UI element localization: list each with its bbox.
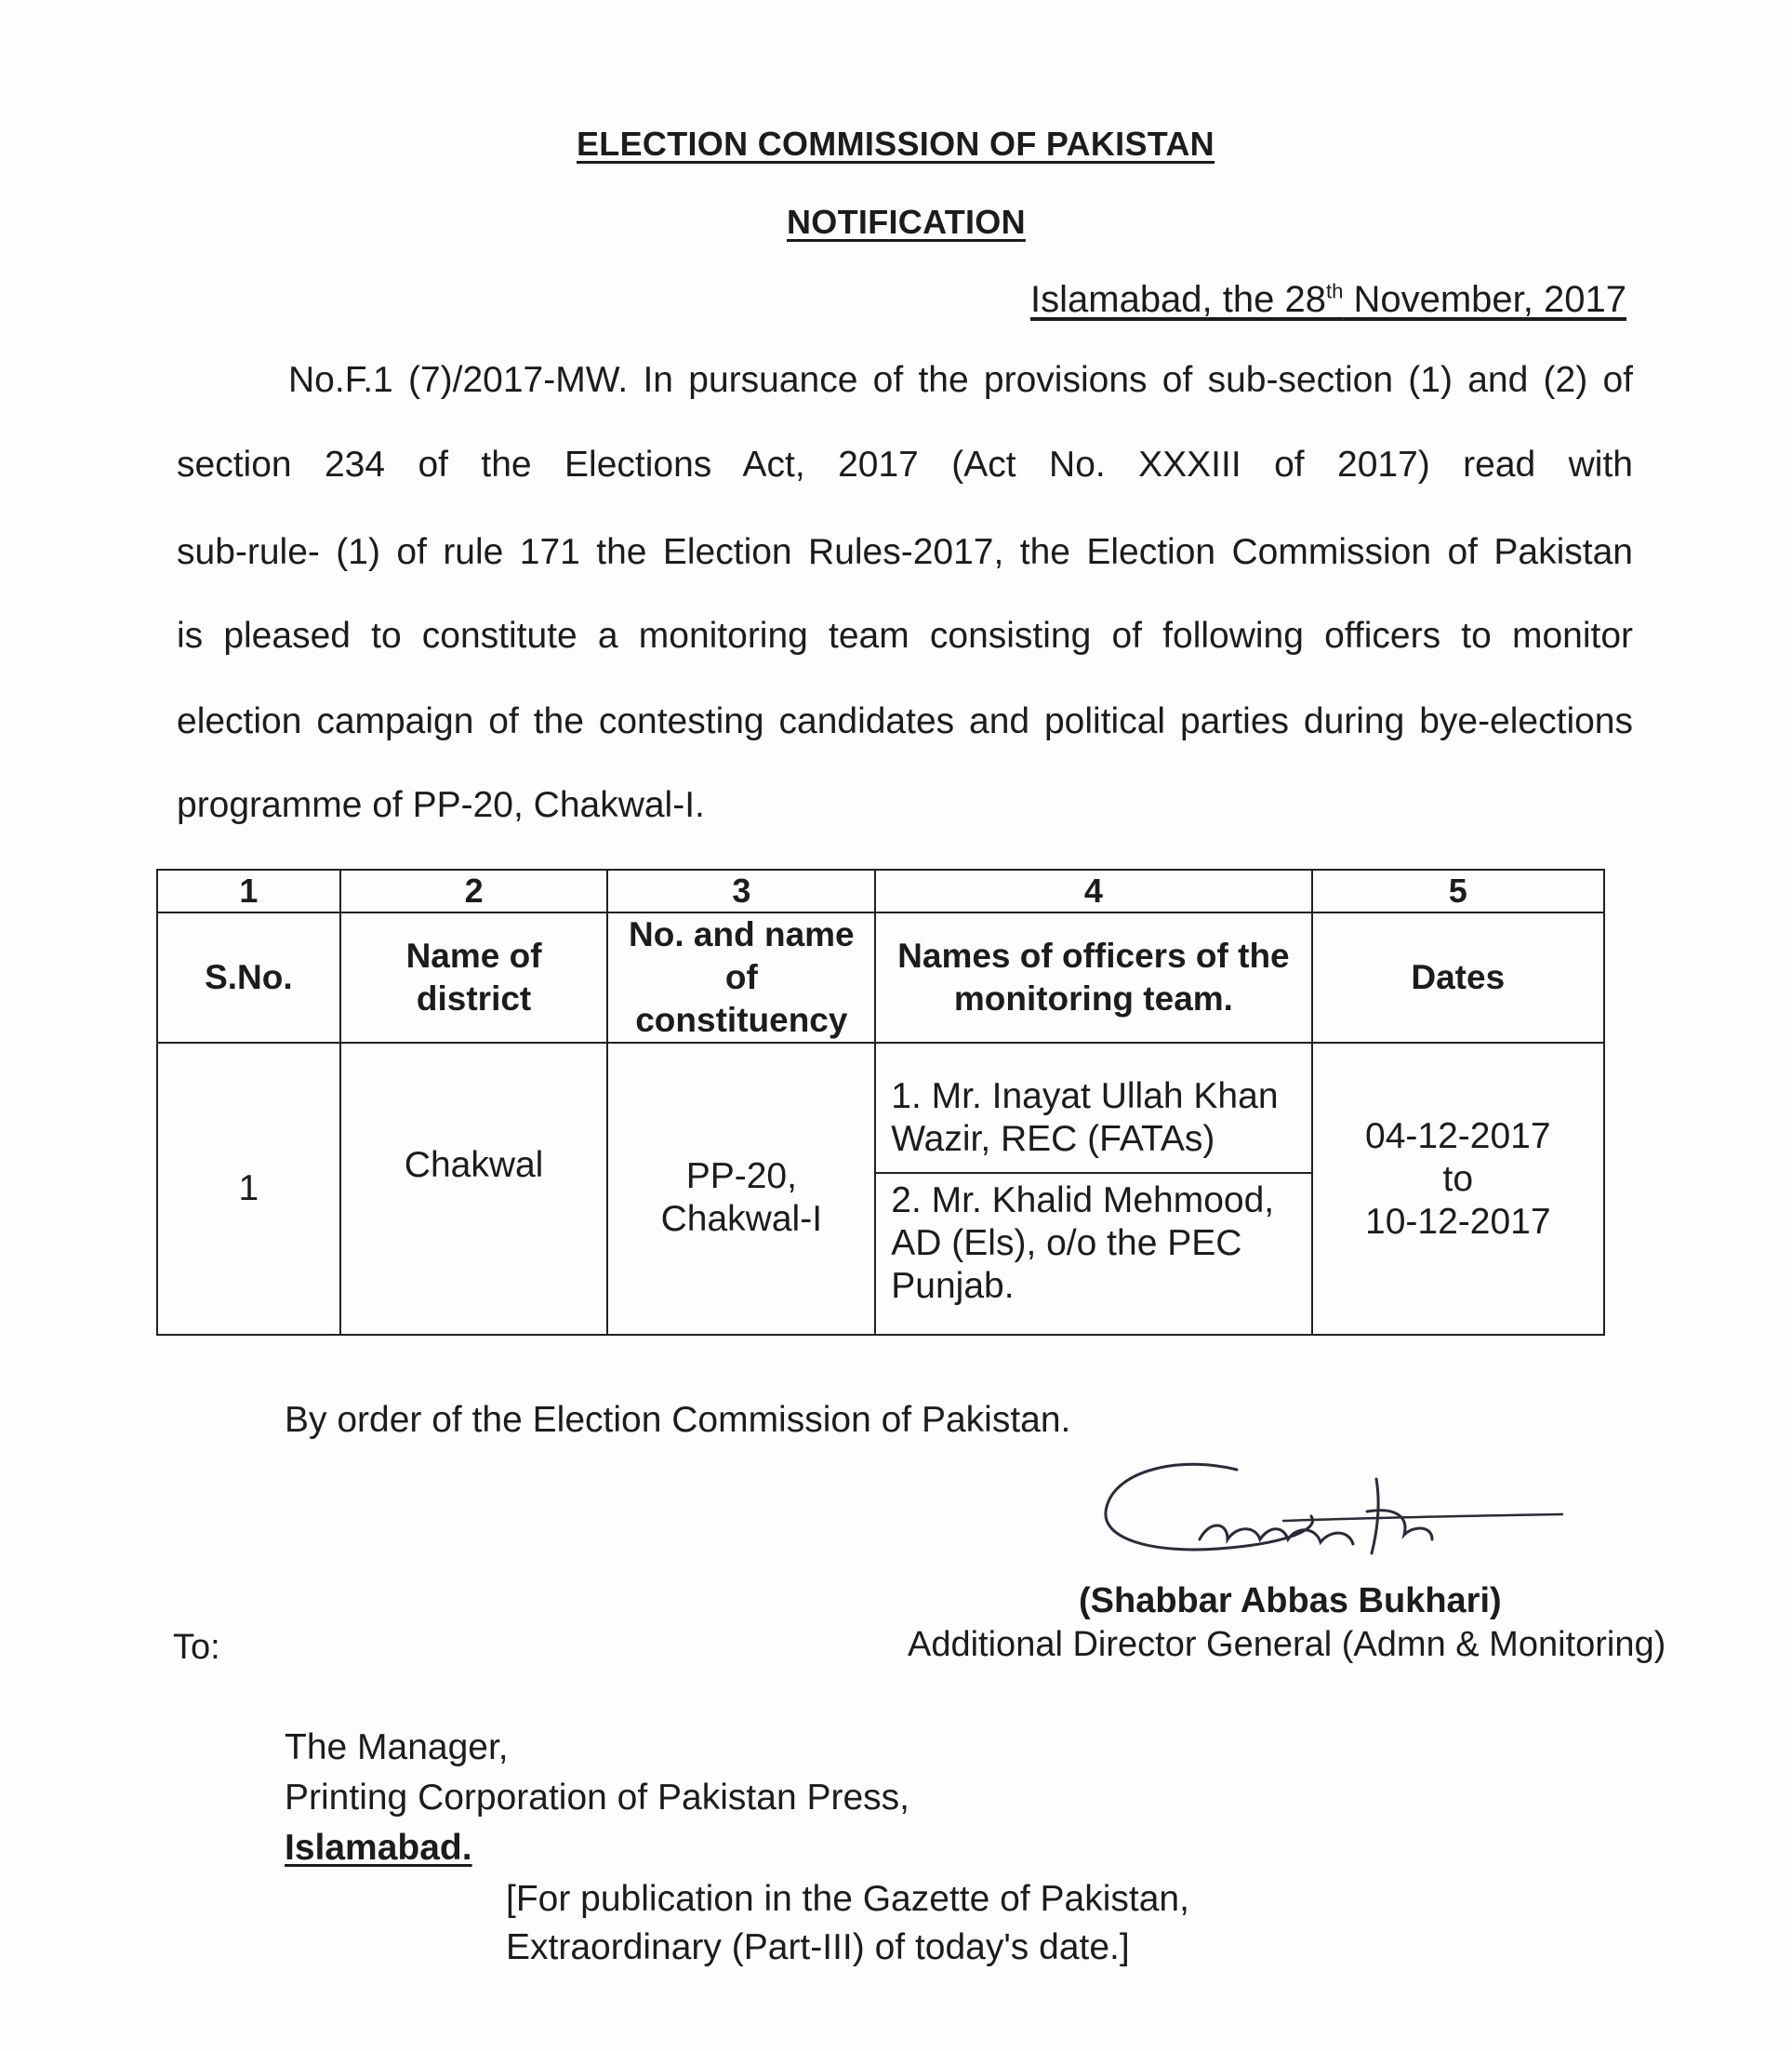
date-from: 04-12-2017: [1365, 1116, 1551, 1156]
document-title: ELECTION COMMISSION OF PAKISTAN: [577, 125, 1215, 163]
handwritten-signature: [1097, 1451, 1581, 1600]
monitoring-team-table: [156, 869, 1605, 1336]
recipient-address-line: Printing Corporation of Pakistan Press,: [285, 1778, 909, 1818]
body-line: section 234 of the Elections Act, 2017 (Act No. XXXIII of 2017) read with: [177, 445, 1633, 485]
dateline-ordinal: th: [1326, 279, 1344, 303]
column-number: 4: [875, 870, 1311, 912]
cell-constituency: [607, 1043, 875, 1335]
date-to: 10-12-2017: [1365, 1202, 1551, 1242]
column-number: 2: [340, 870, 608, 912]
date-to-word: to: [1442, 1159, 1474, 1199]
table-row: [157, 1043, 1604, 1335]
signatory-name: (Shabbar Abbas Bukhari): [1079, 1581, 1502, 1620]
header-district: Name of district: [340, 912, 608, 1043]
body-line: programme of PP-20, Chakwal-I.: [177, 785, 705, 825]
table-header-row: [157, 912, 1604, 1043]
header-officers: Names of officers of the monitoring team.: [875, 912, 1311, 1043]
header-constituency: No. and name of constituency: [607, 912, 875, 1043]
cell-officers: [875, 1043, 1311, 1335]
recipient-address-line: The Manager,: [285, 1727, 509, 1767]
officer-entry: 2. Mr. Khalid Mehmood, AD (Els), o/o the PEC Punjab.: [891, 1180, 1275, 1306]
body-line: is pleased to constitute a monitoring team consisting of following officers to monitor: [177, 616, 1633, 656]
column-number: 1: [157, 870, 340, 912]
body-line: sub-rule- (1) of rule 171 the Election Rules-2017, the Election Commission of Pakistan: [177, 532, 1633, 572]
column-number: 5: [1312, 870, 1604, 912]
column-number: 3: [607, 870, 875, 912]
dateline-rest: November, 2017: [1343, 279, 1626, 320]
by-order-line: By order of the Election Commission of Pakistan.: [285, 1400, 1071, 1440]
cell-sno: 1: [157, 1043, 340, 1335]
dateline: [1030, 279, 1626, 321]
officer-entry: [876, 1044, 1310, 1174]
body-line: No.F.1 (7)/2017-MW. In pursuance of the provisions of sub-section (1) and (2) of: [288, 360, 1633, 400]
header-dates: Dates: [1312, 912, 1604, 1043]
publication-note: Extraordinary (Part-III) of today's date.]: [506, 1927, 1130, 1967]
recipient-city: Islamabad.: [285, 1828, 472, 1868]
constituency-text: PP-20, Chakwal-I: [660, 1156, 823, 1239]
publication-note: [For publication in the Gazette of Pakistan,: [506, 1879, 1189, 1919]
column-number-row: [157, 870, 1604, 912]
cell-district: Chakwal: [340, 1043, 608, 1335]
to-label: To:: [173, 1628, 220, 1667]
signatory-title: Additional Director General (Admn & Monitoring): [908, 1625, 1666, 1664]
officer-name: 1. Mr. Inayat Ullah Khan Wazir, REC (FATAs): [891, 1076, 1279, 1159]
cell-dates: [1312, 1043, 1604, 1335]
header-sno: S.No.: [157, 912, 340, 1043]
document-subtitle: NOTIFICATION: [787, 203, 1026, 241]
body-line: election campaign of the contesting candidates and political parties during bye-elections: [177, 701, 1633, 741]
dateline-prefix: Islamabad, the 28: [1030, 279, 1326, 320]
